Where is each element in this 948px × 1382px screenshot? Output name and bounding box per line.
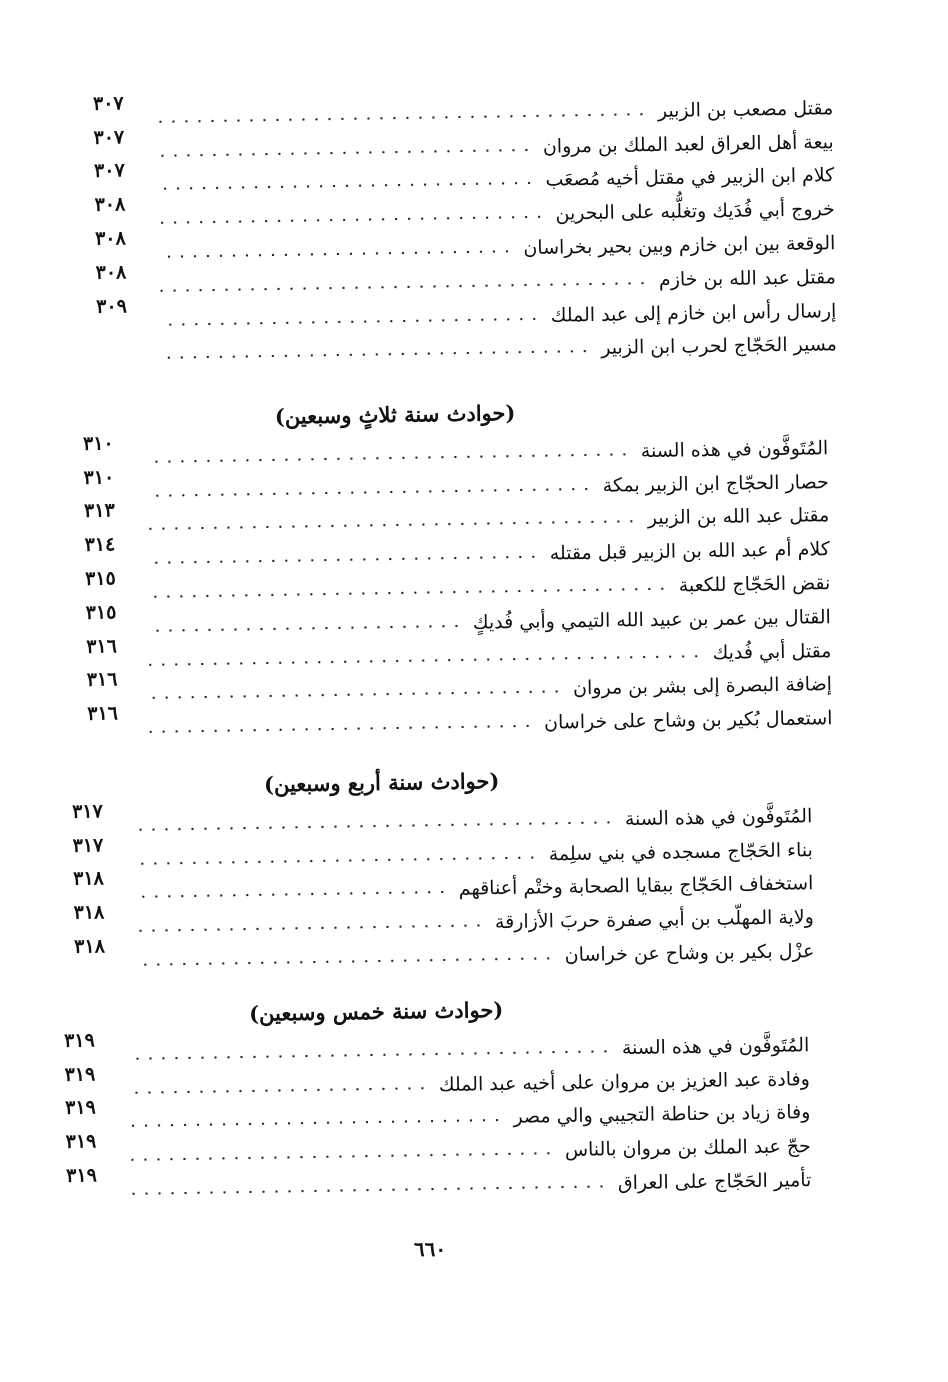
index-section [71,758,814,975]
entry-title: مقتل عبد الله بن خازم [658,265,837,291]
entry-title: كلام ابن الزبير في مقتل أخيه مُصعَب [545,164,835,192]
entry-page-number: ٣١٩ [64,1062,96,1086]
entry-page-number: ٣١٨ [72,867,104,891]
dot-leader [135,889,448,900]
entry-title: مسير الحَجّاج لحرب ابن الزبير [601,333,838,360]
entry-title: تأمير الحَجّاج على العراق [617,1169,812,1195]
entry-page-number: ٣٠٨ [95,261,127,284]
entry-title: خروج أبي فُدَيك وتغلُّبه على البحرين [555,198,835,225]
dot-leader [128,1183,608,1197]
entry-page-number: ٣١٧ [72,833,104,857]
entry-page-number: ٣٠٨ [94,193,126,217]
entry-page-number: ٣٠٧ [93,159,125,183]
dot-leader [136,923,485,934]
section-heading: (حوادث سنة خمس وسبعين) [248,996,504,1026]
dot-leader [126,1048,612,1062]
dot-leader [157,248,513,260]
entry-page-number: ٣١٥ [85,601,117,624]
entry-page-number: ٣٠٩ [96,294,127,318]
dot-leader [136,955,554,968]
dot-leader [148,623,463,634]
entry-title: حجّ عبد الملك بن مروان بالناس [564,1135,812,1162]
entry-page-number: ٣١٩ [63,1029,95,1052]
dot-leader [149,689,563,702]
dot-leader [158,315,540,327]
dot-leader [135,854,539,866]
dot-leader [147,554,540,566]
entry-title: المُتَوفَّون في هذه السنة [640,436,829,462]
entry-page-number: ٣١٦ [86,634,118,658]
dot-leader [150,723,535,735]
dot-leader [156,180,535,192]
dot-leader [155,111,648,125]
entry-page-number: ٣١٣ [83,499,115,523]
index-section [93,86,837,368]
entry-page-number: ٣١٦ [86,668,118,692]
entry-title: الوقعة بين ابن خازم وبين بحير بخراسان [523,232,836,260]
entry-title: القتال بين عمر بن عبيد الله التيمي وأبي فُديكٍ [472,605,832,634]
dot-leader [157,214,546,226]
entry-page-number: ٣١٥ [84,567,116,590]
entry-title: مقتل عبد الله بن الزبير [647,504,830,530]
entry-title: إضافة البصرة إلى بشر بن مروان [572,673,833,700]
entry-title: بناء الحَجّاج مسجده في بني سلِمة [548,838,813,865]
entry-title: وفادة عبد العزيز بن مروان على أخيه عبد الملك [438,1067,810,1096]
dot-leader [159,348,591,361]
dot-leader [127,1085,429,1096]
entry-page-number: ٣١٧ [71,800,103,823]
entry-page-number: ٣١٩ [65,1130,97,1154]
entry-page-number: ٣١٩ [64,1096,96,1120]
index-section [82,390,832,742]
entry-page-number: ٣١٨ [74,935,106,958]
entry-page-number: ٣١٦ [87,702,119,726]
entry-page-number: ٣١٠ [82,432,114,455]
entry-title: كلام أم عبد الله بن الزبير قبل مقتله [549,538,830,565]
dot-leader [158,280,649,294]
entry-title: استخفاف الحَجّاج ببقايا الصحابة وختْم أعناقهم [458,872,814,901]
entry-title: ولاية المهلّب بن أبي صفرة حربَ الأزارقة [494,906,815,934]
entry-title: حصار الحجّاج ابن الزبير بمكة [602,470,829,497]
entry-page-number: ٣٠٨ [94,227,126,250]
dot-leader [127,1117,503,1129]
entry-title: المُتَوفَّون في هذه السنة [624,804,813,830]
entry-title: مقتل أبي فُديك [712,639,832,664]
entry-page-number: ٣١٤ [84,533,116,557]
entry-title: وفاة زياد بن حناطة التجيبي والي مصر [513,1101,811,1129]
entry-page-number: ٣٠٧ [93,125,125,149]
entry-page-number: ٣١٠ [83,465,115,489]
section-heading: (حوادث سنة أربع وسبعين) [263,768,500,797]
entry-page-number [97,351,159,352]
entry-title: نقض الحَجّاج للكعبة [678,572,831,597]
section-heading: (حوادث سنة ثلاثٍ وسبعين) [274,400,516,429]
entry-page-number: ٣١٨ [73,901,105,924]
entry-title: عزْل بكير بن وشاح عن خراسان [564,940,815,967]
dot-leader [146,485,593,498]
page-number: ٦٦٠ [413,1237,447,1261]
entry-title: بيعة أهل العراق لعبد الملك بن مروان [542,130,834,158]
dot-leader [147,586,668,600]
dot-leader [134,819,615,833]
dot-leader [145,451,631,465]
dot-leader [128,1150,555,1163]
entry-page-number: ٣١٩ [66,1164,98,1187]
entry-title: إرسال رأس ابن خازم إلى عبد الملك [550,299,837,327]
entry-page-number: ٣٠٧ [92,92,124,115]
entry-title: المُتَوفَّون في هذه السنة [621,1033,810,1059]
entry-title: مقتل مصعب بن الزبير [657,97,834,122]
dot-leader [146,519,638,533]
index-section [63,987,811,1204]
dot-leader [156,147,533,159]
entry-title: استعمال بُكير بن وشاح على خراسان [543,707,833,734]
